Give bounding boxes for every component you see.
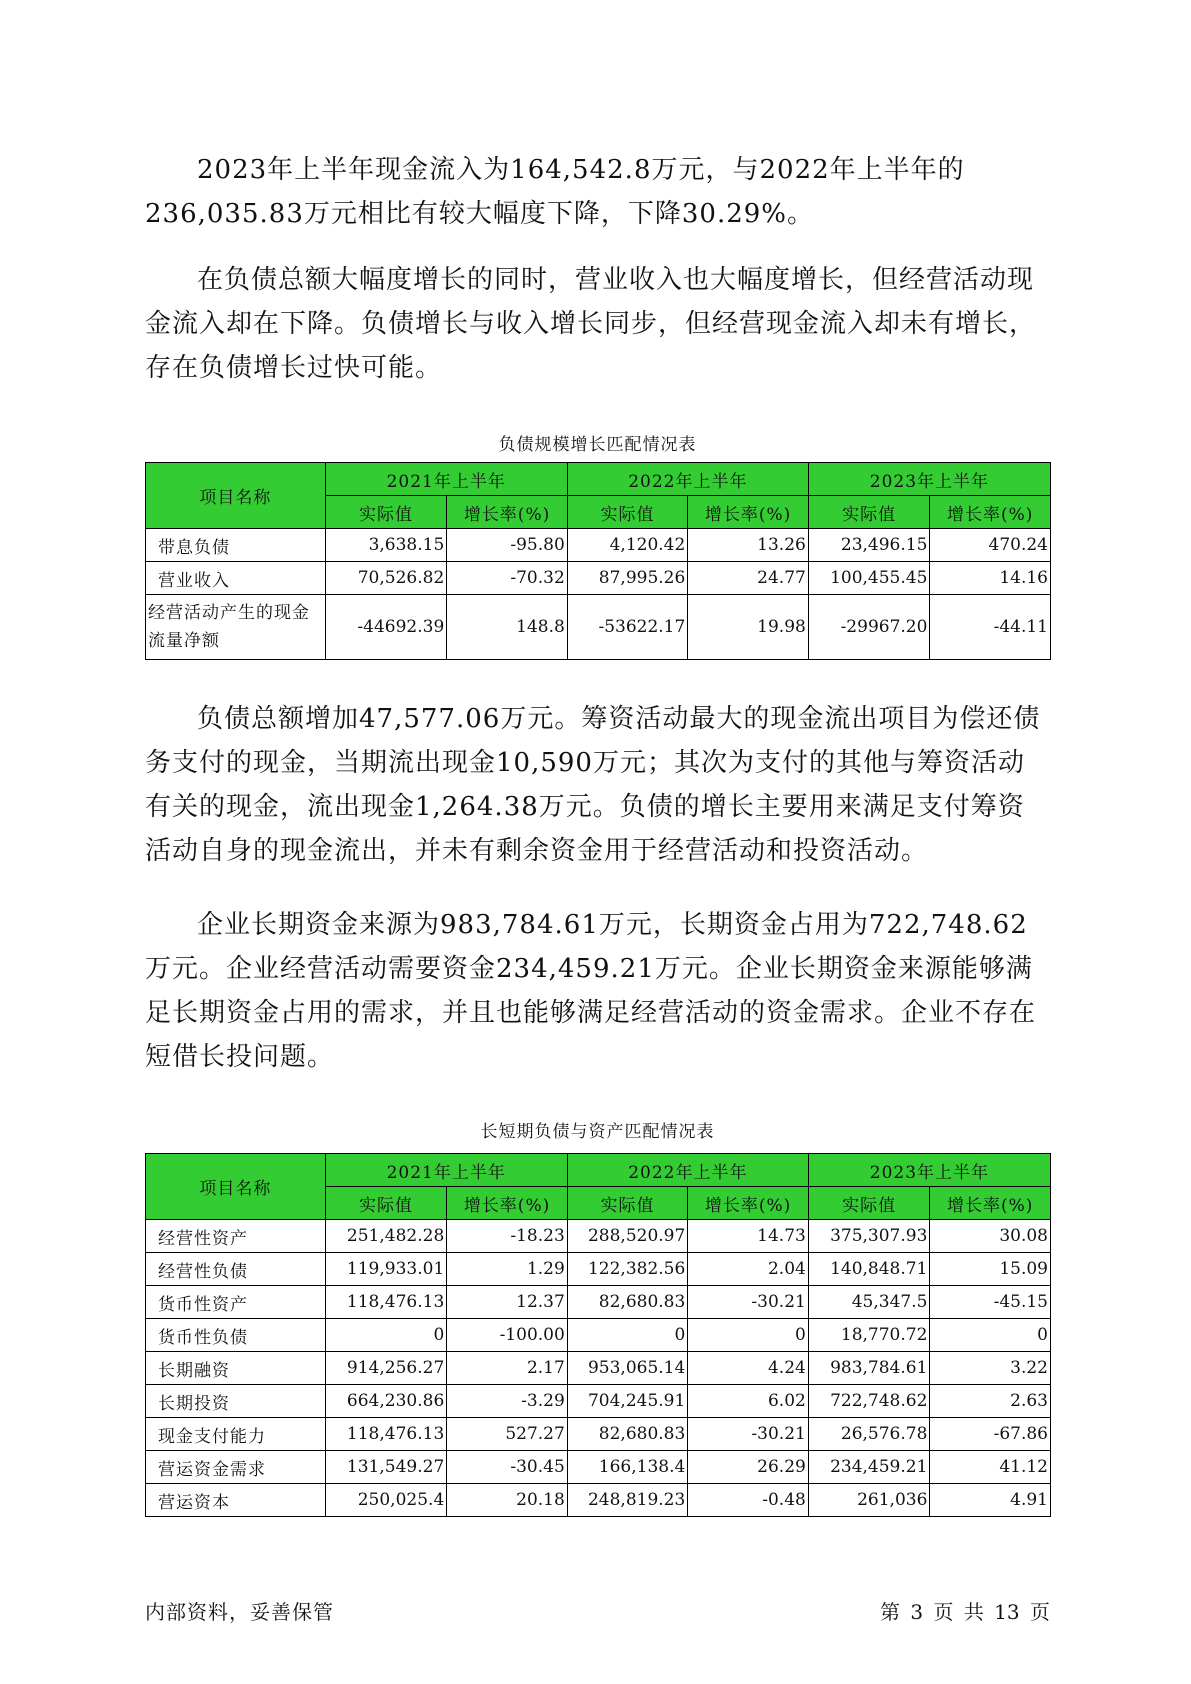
row-name: 长期融资 [146, 1352, 326, 1385]
cell-value: -30.21 [688, 1418, 809, 1451]
table-row [146, 1253, 1051, 1286]
header-growth: 增长率(%) [930, 496, 1051, 529]
cell-value: 14.73 [688, 1220, 809, 1253]
footer-page-number: 第 3 页 共 13 页 [880, 1600, 1050, 1624]
cell-value: 983,784.61 [808, 1352, 930, 1385]
cell-value: 87,995.26 [567, 562, 688, 595]
header-actual: 实际值 [567, 496, 688, 529]
cell-value: 288,520.97 [567, 1220, 688, 1253]
paragraph-long-term-funds: 企业长期资金来源为983,784.61万元，长期资金占用为722,748.62万元。企业经营活动需要资金234,459.21万元。企业长期资金来源能够满足长期资金占用的需求，并且也能够满足经营活动的资金需求。企业不存在短借长投问题。 [145, 910, 1037, 1072]
table-row [146, 1286, 1051, 1319]
cell-value: -3.29 [447, 1385, 568, 1418]
cell-value: 1.29 [447, 1253, 568, 1286]
header-growth: 增长率(%) [447, 496, 568, 529]
header-actual: 实际值 [808, 1187, 930, 1220]
cell-value: 527.27 [447, 1418, 568, 1451]
table-row [146, 1385, 1051, 1418]
cell-value: 70,526.82 [325, 562, 447, 595]
cell-value: 100,455.45 [808, 562, 930, 595]
cell-value: -53622.17 [567, 595, 688, 660]
header-actual: 实际值 [567, 1187, 688, 1220]
header-period-2022: 2022年上半年 [567, 1154, 808, 1187]
cell-value: 122,382.56 [567, 1253, 688, 1286]
cell-value: 2.63 [930, 1385, 1051, 1418]
cell-value: 45,347.5 [808, 1286, 930, 1319]
cell-value: 82,680.83 [567, 1418, 688, 1451]
cell-value: 6.02 [688, 1385, 809, 1418]
row-name: 带息负债 [146, 529, 326, 562]
cell-value: -67.86 [930, 1418, 1051, 1451]
cell-value: 26.29 [688, 1451, 809, 1484]
debt-scale-table [145, 462, 1051, 660]
header-period-2022: 2022年上半年 [567, 463, 808, 496]
row-name: 营运资金需求 [146, 1451, 326, 1484]
cell-value: 4.24 [688, 1352, 809, 1385]
header-actual: 实际值 [808, 496, 930, 529]
cell-value: 234,459.21 [808, 1451, 930, 1484]
table-row [146, 1418, 1051, 1451]
cell-value: -0.48 [688, 1484, 809, 1517]
cell-value: 0 [930, 1319, 1051, 1352]
table-row [146, 1451, 1051, 1484]
header-growth: 增长率(%) [930, 1187, 1051, 1220]
cell-value: 41.12 [930, 1451, 1051, 1484]
table-row [146, 1220, 1051, 1253]
cell-value: 914,256.27 [325, 1352, 447, 1385]
paragraph-debt-growth: 在负债总额大幅度增长的同时，营业收入也大幅度增长，但经营活动现金流入却在下降。负债增长与收入增长同步，但经营现金流入却未有增长，存在负债增长过快可能。 [145, 265, 1037, 383]
table-row [146, 1484, 1051, 1517]
header-item-name: 项目名称 [146, 1154, 326, 1220]
cell-value: 148.8 [447, 595, 568, 660]
cell-value: 30.08 [930, 1220, 1051, 1253]
cell-value: 664,230.86 [325, 1385, 447, 1418]
table-row [146, 1319, 1051, 1352]
cell-value: 0 [567, 1319, 688, 1352]
cell-value: -18.23 [447, 1220, 568, 1253]
cell-value: 18,770.72 [808, 1319, 930, 1352]
cell-value: -70.32 [447, 562, 568, 595]
table1-caption: 负债规模增长匹配情况表 [498, 435, 697, 455]
header-period-2021: 2021年上半年 [325, 1154, 567, 1187]
cell-value: 0 [688, 1319, 809, 1352]
cell-value: 470.24 [930, 529, 1051, 562]
cell-value: 24.77 [688, 562, 809, 595]
table-row [146, 1352, 1051, 1385]
header-period-2023: 2023年上半年 [808, 463, 1050, 496]
row-name: 营业收入 [146, 562, 326, 595]
debt-asset-match-table [145, 1153, 1051, 1517]
cell-value: 15.09 [930, 1253, 1051, 1286]
cell-value: 19.98 [688, 595, 809, 660]
row-name: 经营性资产 [146, 1220, 326, 1253]
cell-value: 119,933.01 [325, 1253, 447, 1286]
cell-value: 13.26 [688, 529, 809, 562]
cell-value: 14.16 [930, 562, 1051, 595]
table2-caption: 长短期负债与资产匹配情况表 [480, 1122, 715, 1142]
cell-value: 248,819.23 [567, 1484, 688, 1517]
cell-value: -30.21 [688, 1286, 809, 1319]
cell-value: -44692.39 [325, 595, 447, 660]
row-name: 长期投资 [146, 1385, 326, 1418]
cell-value: 704,245.91 [567, 1385, 688, 1418]
row-name: 营运资本 [146, 1484, 326, 1517]
cell-value: -45.15 [930, 1286, 1051, 1319]
cell-value: 250,025.4 [325, 1484, 447, 1517]
paragraph-debt-increase: 负债总额增加47,577.06万元。筹资活动最大的现金流出项目为偿还债务支付的现金，当期流出现金10,590万元；其次为支付的其他与筹资活动有关的现金，流出现金1,264.38万元。负债的增长主要用来满足支付筹资活动自身的现金流出，并未有剩余资金用于经营活动和投资活动。 [145, 704, 1041, 866]
cell-value: 140,848.71 [808, 1253, 930, 1286]
cell-value: 12.37 [447, 1286, 568, 1319]
header-actual: 实际值 [325, 496, 447, 529]
cell-value: 23,496.15 [808, 529, 930, 562]
cell-value: 261,036 [808, 1484, 930, 1517]
cell-value: 131,549.27 [325, 1451, 447, 1484]
table-row [146, 562, 1051, 595]
cell-value: 3.22 [930, 1352, 1051, 1385]
cell-value: 4.91 [930, 1484, 1051, 1517]
cell-value: 2.04 [688, 1253, 809, 1286]
cell-value: 251,482.28 [325, 1220, 447, 1253]
cell-value: -95.80 [447, 529, 568, 562]
table-row [146, 595, 1051, 660]
row-name: 货币性负债 [146, 1319, 326, 1352]
header-actual: 实际值 [325, 1187, 447, 1220]
header-growth: 增长率(%) [688, 1187, 809, 1220]
header-period-2021: 2021年上半年 [325, 463, 567, 496]
row-name: 现金支付能力 [146, 1418, 326, 1451]
row-name: 货币性资产 [146, 1286, 326, 1319]
cell-value: 722,748.62 [808, 1385, 930, 1418]
cell-value: -44.11 [930, 595, 1051, 660]
cell-value: 2.17 [447, 1352, 568, 1385]
cell-value: 118,476.13 [325, 1418, 447, 1451]
header-growth: 增长率(%) [688, 496, 809, 529]
cell-value: 0 [325, 1319, 447, 1352]
cell-value: 375,307.93 [808, 1220, 930, 1253]
row-name: 经营性负债 [146, 1253, 326, 1286]
cell-value: 20.18 [447, 1484, 568, 1517]
cell-value: 166,138.4 [567, 1451, 688, 1484]
header-item-name: 项目名称 [146, 463, 326, 529]
cell-value: 4,120.42 [567, 529, 688, 562]
header-growth: 增长率(%) [447, 1187, 568, 1220]
cell-value: 953,065.14 [567, 1352, 688, 1385]
cell-value: 3,638.15 [325, 529, 447, 562]
cell-value: -29967.20 [808, 595, 930, 660]
cell-value: 26,576.78 [808, 1418, 930, 1451]
cell-value: -100.00 [447, 1319, 568, 1352]
cell-value: 82,680.83 [567, 1286, 688, 1319]
table-row [146, 529, 1051, 562]
paragraph-cash-inflow: 2023年上半年现金流入为164,542.8万元，与2022年上半年的236,035.83万元相比有较大幅度下降，下降30.29%。 [145, 155, 965, 229]
cell-value: -30.45 [447, 1451, 568, 1484]
cell-value: 118,476.13 [325, 1286, 447, 1319]
footer-confidential-note: 内部资料，妥善保管 [145, 1600, 334, 1624]
row-name: 经营活动产生的现金流量净额 [146, 595, 326, 660]
header-period-2023: 2023年上半年 [808, 1154, 1050, 1187]
